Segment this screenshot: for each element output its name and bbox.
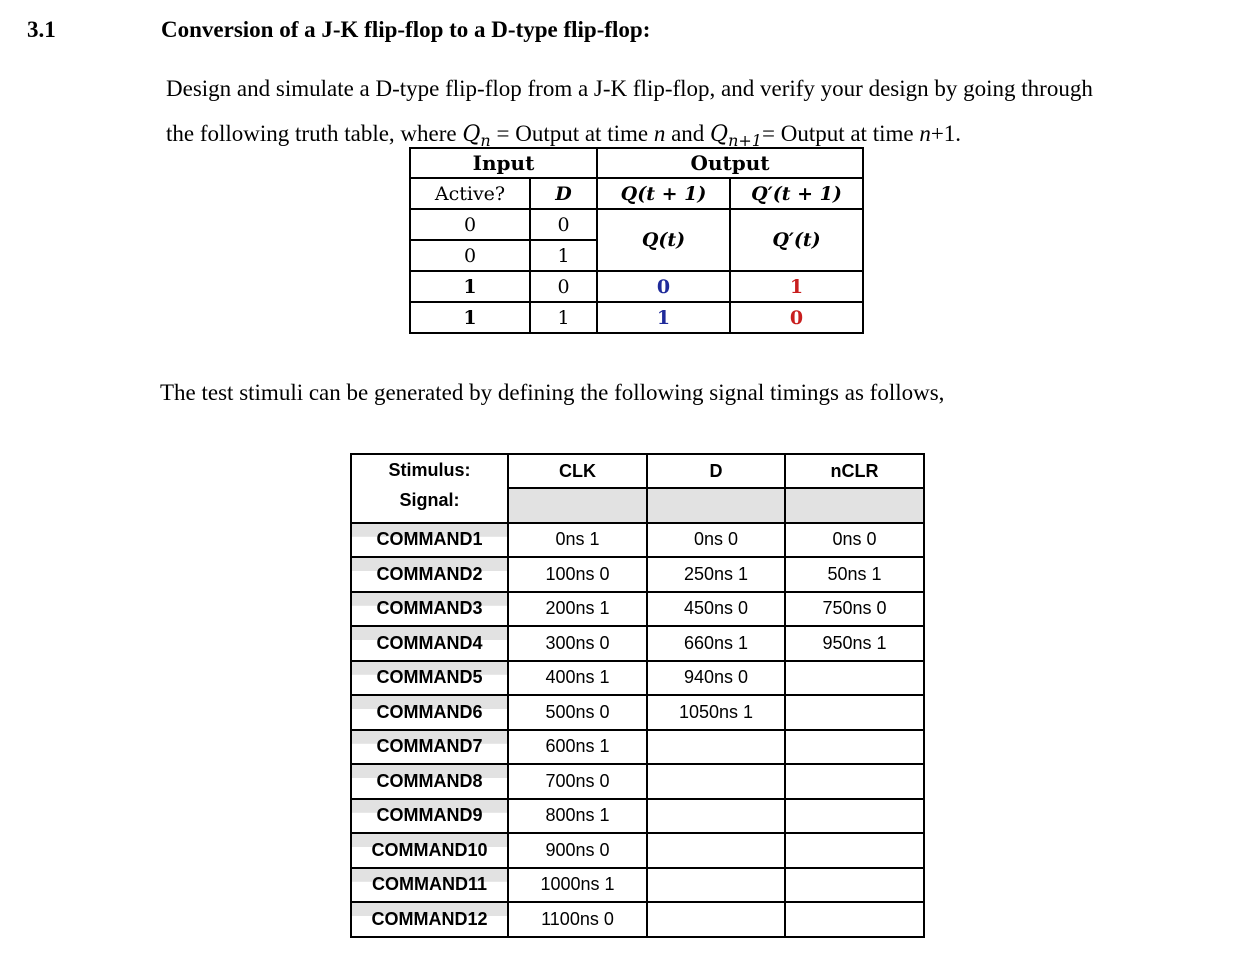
truth-cell: 0 — [530, 209, 597, 240]
d-cell: 450ns 0 — [647, 592, 785, 627]
command-label: COMMAND5 — [351, 661, 508, 696]
nclr-cell: 950ns 1 — [785, 626, 924, 661]
table-row — [351, 868, 924, 903]
stimulus-corner — [351, 454, 508, 523]
d-cell: 0ns 0 — [647, 523, 785, 558]
command-label: COMMAND1 — [351, 523, 508, 558]
col-header-nclr: nCLR — [785, 454, 924, 488]
command-label: COMMAND3 — [351, 592, 508, 627]
table-row — [351, 730, 924, 765]
intro-text-c: and — [665, 121, 711, 146]
signal-corner-label: Signal: — [399, 490, 460, 510]
truth-table — [409, 147, 864, 334]
table-row — [351, 592, 924, 627]
section-number: 3.1 — [27, 17, 56, 42]
d-cell — [647, 730, 785, 765]
qn-base: Q — [462, 122, 481, 147]
clk-cell: 500ns 0 — [508, 695, 647, 730]
command-label: COMMAND6 — [351, 695, 508, 730]
qn1-base: Q — [710, 122, 729, 147]
clk-cell: 1000ns 1 — [508, 868, 647, 903]
intro-line-1: Design and simulate a D-type flip-flop from a J-K flip-flop, and verify your design by going through — [166, 76, 1093, 101]
intro-text-a: the following truth table, where — [166, 121, 463, 146]
command-label: COMMAND7 — [351, 730, 508, 765]
grey-spacer-cell — [508, 488, 647, 523]
truth-cell: 1 — [410, 302, 530, 333]
var-n1: n — [919, 121, 931, 146]
d-cell: 660ns 1 — [647, 626, 785, 661]
d-cell — [647, 833, 785, 868]
clk-cell: 0ns 1 — [508, 523, 647, 558]
clk-cell: 300ns 0 — [508, 626, 647, 661]
clk-cell: 100ns 0 — [508, 557, 647, 592]
nclr-cell — [785, 833, 924, 868]
intro-text-e: +1. — [930, 121, 962, 146]
d-cell — [647, 799, 785, 834]
clk-cell: 700ns 0 — [508, 764, 647, 799]
truth-cell: 1 — [530, 302, 597, 333]
d-cell — [647, 868, 785, 903]
command-label: COMMAND9 — [351, 799, 508, 834]
nclr-cell: 0ns 0 — [785, 523, 924, 558]
d-cell: 250ns 1 — [647, 557, 785, 592]
qn-symbol — [462, 122, 491, 150]
nclr-cell — [785, 764, 924, 799]
nclr-cell — [785, 799, 924, 834]
command-label: COMMAND10 — [351, 833, 508, 868]
col-header-clk: CLK — [508, 454, 647, 488]
clk-cell: 600ns 1 — [508, 730, 647, 765]
table-row — [351, 626, 924, 661]
truth-cell: 1 — [530, 240, 597, 271]
command-label: COMMAND11 — [351, 868, 508, 903]
d-cell — [647, 764, 785, 799]
table-row — [351, 902, 924, 937]
qn1-sub: n+1 — [728, 131, 762, 150]
truth-cell: 1 — [410, 271, 530, 302]
nclr-cell — [785, 661, 924, 696]
group-header-input: Input — [410, 148, 597, 178]
clk-cell: 900ns 0 — [508, 833, 647, 868]
col-header-qbar-next: Q′(t + 1) — [730, 178, 863, 209]
grey-spacer-cell — [785, 488, 924, 523]
d-cell: 940ns 0 — [647, 661, 785, 696]
grey-spacer-cell — [647, 488, 785, 523]
command-label: COMMAND8 — [351, 764, 508, 799]
clk-cell: 1100ns 0 — [508, 902, 647, 937]
truth-cell-q: 0 — [597, 271, 730, 302]
table-row — [351, 799, 924, 834]
qn1-symbol — [710, 122, 762, 150]
qn-sub: n — [480, 131, 491, 150]
table-row — [351, 523, 924, 558]
col-header-active: Active? — [410, 178, 530, 209]
truth-cell-q: 1 — [597, 302, 730, 333]
table-row — [351, 557, 924, 592]
truth-cell: 0 — [410, 209, 530, 240]
truth-cell: 0 — [530, 271, 597, 302]
var-n: n — [653, 121, 666, 146]
merged-q-hold: Q(t) — [597, 209, 730, 271]
table-row — [351, 695, 924, 730]
truth-cell-qbar: 0 — [730, 302, 863, 333]
clk-cell: 400ns 1 — [508, 661, 647, 696]
stimulus-rows — [351, 523, 924, 937]
nclr-cell: 50ns 1 — [785, 557, 924, 592]
clk-cell: 800ns 1 — [508, 799, 647, 834]
col-header-d: D — [647, 454, 785, 488]
command-label: COMMAND12 — [351, 902, 508, 937]
clk-cell: 200ns 1 — [508, 592, 647, 627]
command-label: COMMAND2 — [351, 557, 508, 592]
intro-text-d: = Output at time — [761, 121, 920, 146]
col-header-d: D — [530, 178, 597, 209]
nclr-cell — [785, 902, 924, 937]
nclr-cell: 750ns 0 — [785, 592, 924, 627]
d-cell — [647, 902, 785, 937]
col-header-q-next: Q(t + 1) — [597, 178, 730, 209]
merged-qbar-hold: Q′(t) — [730, 209, 863, 271]
nclr-cell — [785, 695, 924, 730]
nclr-cell — [785, 730, 924, 765]
command-label: COMMAND4 — [351, 626, 508, 661]
table-row — [351, 661, 924, 696]
table-row — [351, 833, 924, 868]
intro-text-b: = Output at time — [490, 121, 654, 146]
nclr-cell — [785, 868, 924, 903]
stimulus-table — [350, 453, 925, 938]
group-header-output: Output — [597, 148, 863, 178]
d-cell: 1050ns 1 — [647, 695, 785, 730]
truth-cell-qbar: 1 — [730, 271, 863, 302]
stimulus-intro: The test stimuli can be generated by defining the following signal timings as follows, — [160, 380, 945, 405]
table-row — [351, 764, 924, 799]
truth-cell: 0 — [410, 240, 530, 271]
stimulus-corner-label: Stimulus: — [388, 460, 471, 480]
section-title: Conversion of a J-K flip-flop to a D-type flip-flop: — [161, 17, 651, 42]
